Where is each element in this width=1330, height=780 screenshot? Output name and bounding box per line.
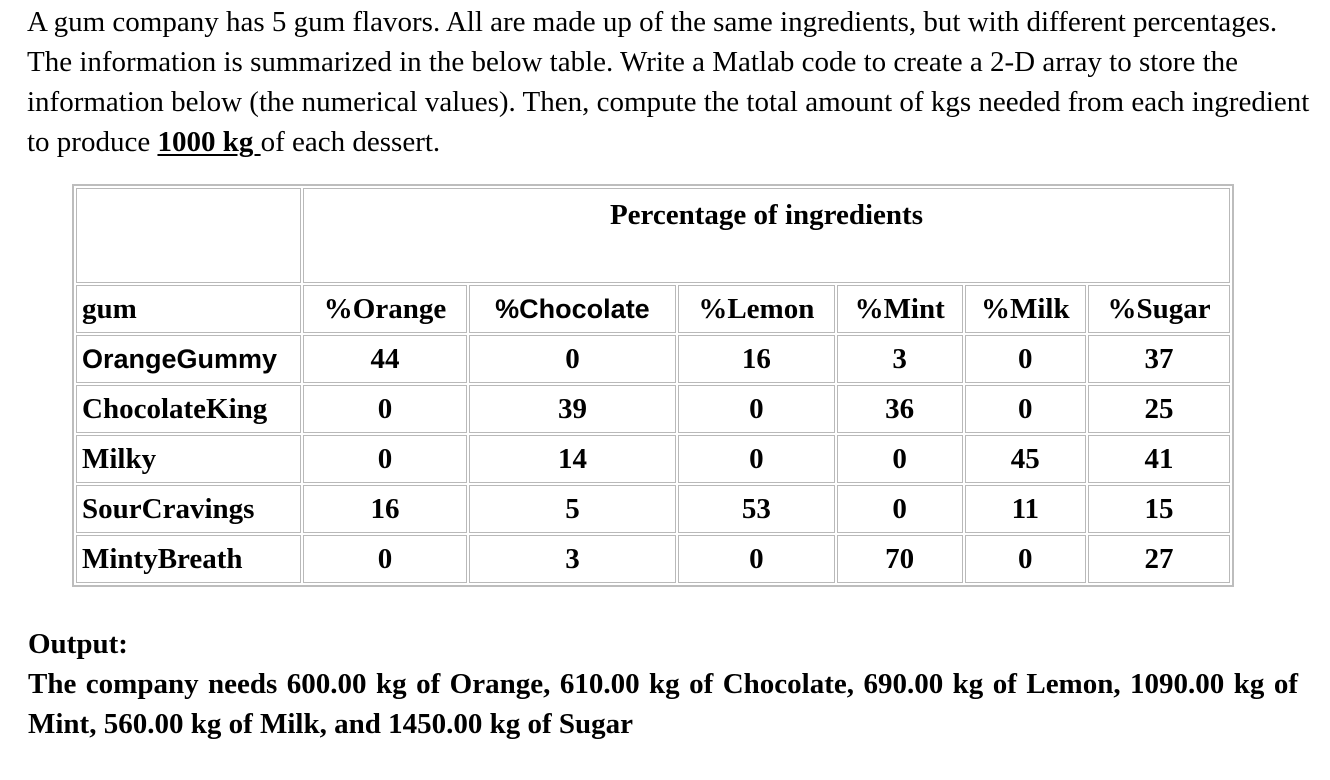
table-cell: 0 xyxy=(837,435,963,483)
row-label-header: gum xyxy=(76,285,301,333)
table-cell: 0 xyxy=(837,485,963,533)
table-row xyxy=(76,535,1230,583)
table-cell: 45 xyxy=(965,435,1087,483)
table-cell: 0 xyxy=(965,535,1087,583)
column-header: %Orange xyxy=(303,285,467,333)
table-cell: 3 xyxy=(837,335,963,383)
table-cell: 39 xyxy=(469,385,676,433)
table-cell: 27 xyxy=(1088,535,1230,583)
gum-name: Milky xyxy=(76,435,301,483)
table-cell: 0 xyxy=(678,435,835,483)
table-row xyxy=(76,435,1230,483)
blank-corner-cell xyxy=(76,188,301,283)
column-header: %Mint xyxy=(837,285,963,333)
table-cell: 0 xyxy=(303,535,467,583)
gum-name: MintyBreath xyxy=(76,535,301,583)
output-label: Output: xyxy=(28,628,128,660)
table-cell: 0 xyxy=(678,535,835,583)
table-cell: 36 xyxy=(837,385,963,433)
table-cell: 11 xyxy=(965,485,1087,533)
gum-name: OrangeGummy xyxy=(76,335,301,383)
table-cell: 70 xyxy=(837,535,963,583)
ingredients-table xyxy=(72,184,1234,587)
output-text: The company needs 600.00 kg of Orange, 610.00 kg of Chocolate, 690.00 kg of Lemon, 1090.00 kg of Mint, 560.00 kg of Milk, and 1450.00 kg of Sugar xyxy=(28,668,1298,740)
table-cell: 14 xyxy=(469,435,676,483)
problem-text-end: of each dessert. xyxy=(260,126,441,158)
gum-name: ChocolateKing xyxy=(76,385,301,433)
table-cell: 41 xyxy=(1088,435,1230,483)
column-header: %Chocolate xyxy=(469,285,676,333)
table-cell: 3 xyxy=(469,535,676,583)
quantity-emphasis: 1000 kg xyxy=(157,126,261,158)
table-cell: 0 xyxy=(678,385,835,433)
column-header: %Sugar xyxy=(1088,285,1230,333)
table-cell: 16 xyxy=(678,335,835,383)
table-cell: 0 xyxy=(303,385,467,433)
table-cell: 25 xyxy=(1088,385,1230,433)
table-cell: 0 xyxy=(303,435,467,483)
table-row xyxy=(76,485,1230,533)
table-title-row xyxy=(76,188,1230,283)
table-cell: 15 xyxy=(1088,485,1230,533)
table-cell: 16 xyxy=(303,485,467,533)
table-title: Percentage of ingredients xyxy=(303,188,1230,283)
problem-text: A gum company has 5 gum flavors. All are made up of the same ingredients, but with different percentages. The information is summarized in the below table. Write a Matlab code to create a 2-D array to store the information below (the numerical values). Then, compute the total amount of kgs needed from each ingredient to produce xyxy=(27,6,1310,158)
column-header: %Milk xyxy=(965,285,1087,333)
table-cell: 0 xyxy=(965,335,1087,383)
table-row xyxy=(76,335,1230,383)
table-cell: 37 xyxy=(1088,335,1230,383)
table-cell: 0 xyxy=(965,385,1087,433)
problem-statement xyxy=(27,2,1312,162)
table-cell: 5 xyxy=(469,485,676,533)
table-row xyxy=(76,385,1230,433)
table-cell: 0 xyxy=(469,335,676,383)
table-cell: 53 xyxy=(678,485,835,533)
gum-name: SourCravings xyxy=(76,485,301,533)
output-section xyxy=(28,624,1298,744)
column-header: %Lemon xyxy=(678,285,835,333)
column-header-row xyxy=(76,285,1230,333)
table-cell: 44 xyxy=(303,335,467,383)
